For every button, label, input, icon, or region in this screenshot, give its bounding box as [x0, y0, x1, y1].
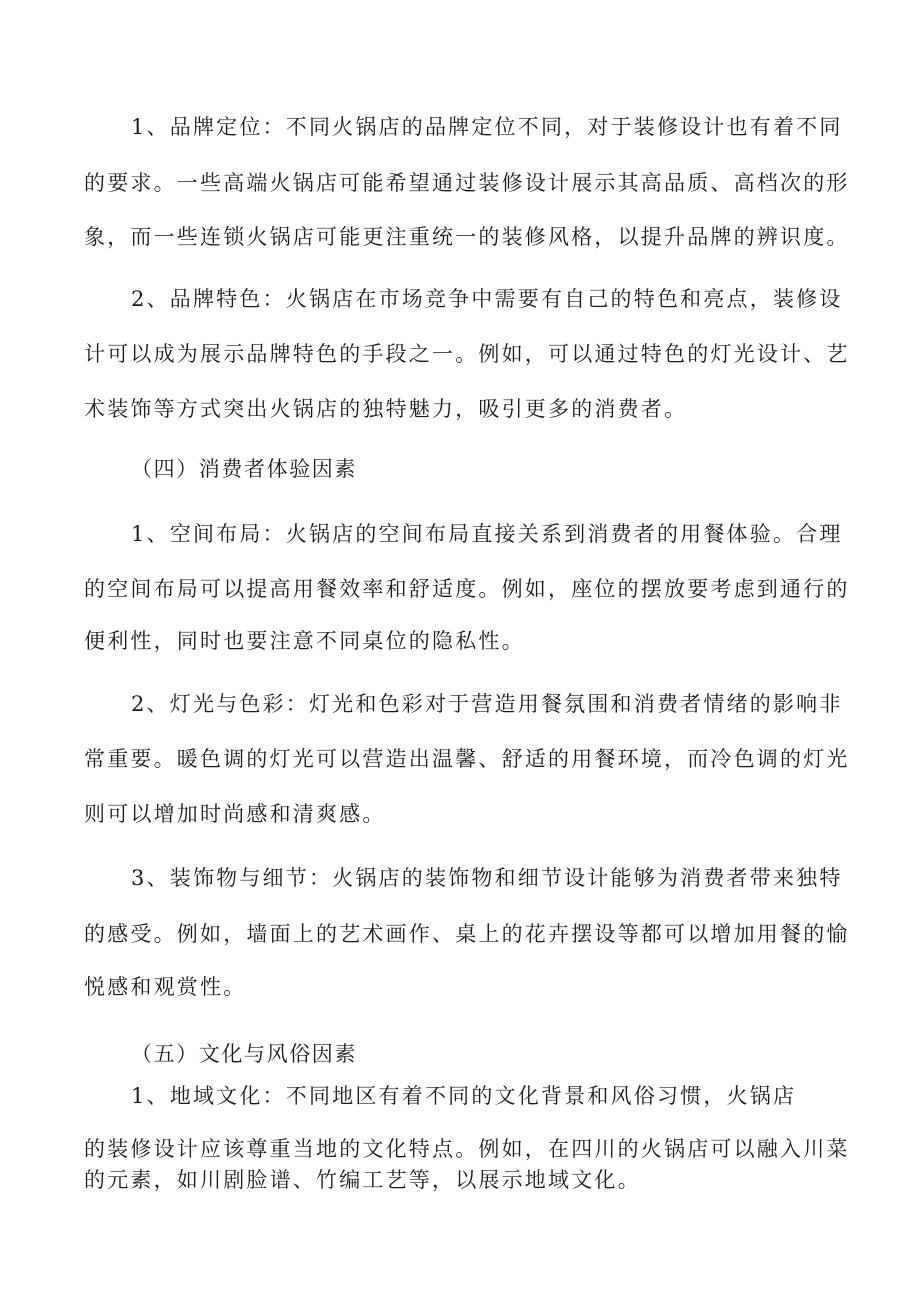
paragraph-brand-positioning-line-2: 的要求。一些高端火锅店可能希望通过装修设计展示其高品质、高档次的形	[84, 171, 850, 195]
paragraph-brand-features-line-3: 术装饰等方式突出火锅店的独特魅力，吸引更多的消费者。	[84, 397, 688, 421]
paragraph-decoration-details-line-3: 悦感和观赏性。	[84, 975, 247, 999]
paragraph-lighting-color-line-1: 2、灯光与色彩：灯光和色彩对于营造用餐氛围和消费者情绪的影响非	[131, 692, 843, 716]
paragraph-decoration-details-line-2: 的感受。例如，墙面上的艺术画作、桌上的花卉摆设等都可以增加用餐的愉	[84, 922, 850, 946]
paragraph-brand-positioning-line-1: 1、品牌定位：不同火锅店的品牌定位不同，对于装修设计也有着不同	[131, 115, 843, 139]
paragraph-lighting-color-line-3: 则可以增加时尚感和清爽感。	[84, 802, 386, 826]
paragraph-regional-culture-line-2: 的装修设计应该尊重当地的文化特点。例如，在四川的火锅店可以融入川菜	[84, 1137, 850, 1161]
paragraph-brand-features-line-1: 2、品牌特色：火锅店在市场竞争中需要有自己的特色和亮点，装修设	[131, 287, 843, 311]
section-heading-culture-customs: （五）文化与风俗因素	[131, 1042, 357, 1066]
paragraph-brand-positioning-line-3: 象，而一些连锁火锅店可能更注重统一的装修风格，以提升品牌的辨识度。	[84, 225, 850, 249]
paragraph-space-layout-line-1: 1、空间布局：火锅店的空间布局直接关系到消费者的用餐体验。合理	[131, 522, 843, 546]
section-heading-consumer-experience: （四）消费者体验因素	[131, 457, 357, 481]
paragraph-regional-culture-line-1: 1、地域文化：不同地区有着不同的文化背景和风俗习惯，火锅店	[131, 1084, 797, 1108]
paragraph-brand-features-line-2: 计可以成为展示品牌特色的手段之一。例如，可以通过特色的灯光设计、艺	[84, 342, 850, 366]
paragraph-space-layout-line-3: 便利性，同时也要注意不同桌位的隐私性。	[84, 629, 525, 653]
paragraph-lighting-color-line-2: 常重要。暖色调的灯光可以营造出温馨、舒适的用餐环境，而冷色调的灯光	[84, 747, 850, 771]
paragraph-space-layout-line-2: 的空间布局可以提高用餐效率和舒适度。例如，座位的摆放要考虑到通行的	[84, 577, 850, 601]
paragraph-decoration-details-line-1: 3、装饰物与细节：火锅店的装饰物和细节设计能够为消费者带来独特	[131, 866, 843, 890]
paragraph-regional-culture-line-3: 的元素，如川剧脸谱、竹编工艺等，以展示地域文化。	[84, 1168, 641, 1192]
